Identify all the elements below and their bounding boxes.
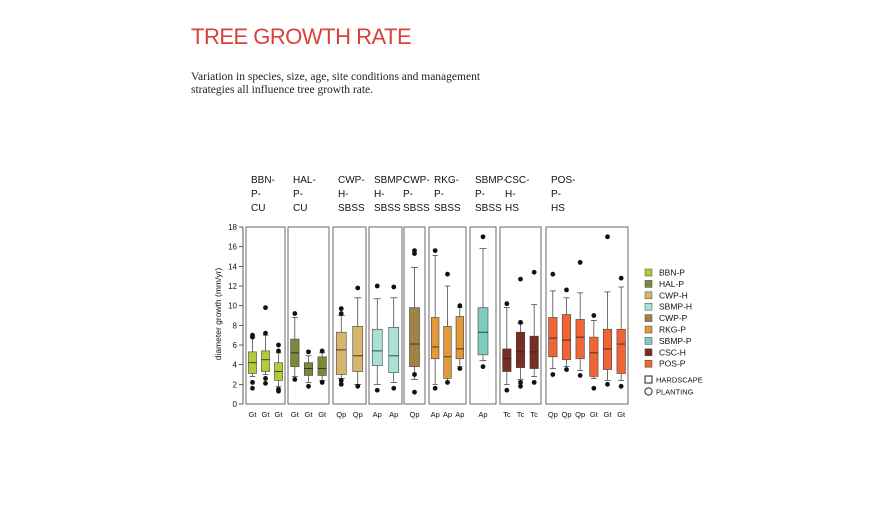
box-Tc	[503, 301, 511, 419]
outlier-point	[263, 376, 268, 381]
panel-label-line: H-	[505, 189, 516, 200]
panel-label-line: SBMP-	[475, 175, 507, 186]
panel	[470, 175, 507, 419]
legend-label: CWP-H	[659, 290, 688, 301]
panel-label-line: RKG-	[434, 175, 459, 186]
outlier-point	[339, 306, 344, 311]
outlier-point	[445, 272, 450, 277]
x-tick-label: Qp	[561, 410, 572, 419]
outlier-point	[263, 331, 268, 336]
box-iqr	[456, 316, 464, 358]
box-iqr	[431, 317, 439, 358]
outlier-point	[457, 366, 462, 371]
legend-swatch	[645, 292, 652, 299]
box-Qp	[575, 260, 585, 419]
outlier-point	[320, 380, 325, 385]
box-iqr	[336, 332, 346, 374]
x-tick-label: Tc	[516, 410, 525, 419]
x-tick-label: Tc	[530, 410, 538, 419]
x-tick-label: Gt	[304, 410, 313, 419]
panel-label-line: HAL-	[293, 175, 316, 186]
outlier-point	[306, 349, 311, 354]
outlier-point	[339, 378, 344, 383]
chart-panels	[246, 175, 628, 419]
outlier-point	[481, 364, 486, 369]
outlier-point	[391, 285, 396, 290]
chart-legend	[645, 268, 703, 397]
panel-label-line: SBSS	[475, 203, 502, 214]
y-tick-label: 12	[228, 282, 237, 291]
outlier-point	[263, 305, 268, 310]
outlier-point	[412, 390, 417, 395]
box-Qp	[409, 248, 419, 419]
outlier-point	[250, 380, 255, 385]
panel-label-line: BBN-	[251, 175, 275, 186]
panel	[333, 175, 366, 419]
box-Ap	[455, 303, 464, 419]
x-tick-label: Qp	[336, 410, 347, 419]
x-tick-label: Gt	[617, 410, 626, 419]
box-Gt	[304, 349, 313, 419]
outlier-point	[578, 260, 583, 265]
box-iqr	[617, 329, 625, 373]
panel	[429, 175, 466, 419]
outlier-point	[412, 372, 417, 377]
legend-label: HAL-P	[659, 278, 685, 289]
box-Gt	[291, 311, 300, 419]
panel	[500, 175, 541, 419]
box-iqr	[530, 336, 538, 368]
legend-swatch	[645, 360, 652, 367]
legend-mark-label: PLANTING	[656, 387, 694, 397]
box-iqr	[261, 351, 269, 372]
box-Ap	[389, 285, 399, 419]
panel	[369, 175, 406, 419]
outlier-point	[355, 286, 360, 291]
panel	[246, 175, 285, 419]
x-tick-label: Gt	[261, 410, 270, 419]
legend-label: SBMP-P	[659, 335, 692, 346]
legend-swatch	[645, 326, 652, 333]
box-Tc	[516, 277, 524, 419]
x-tick-label: Qp	[547, 410, 558, 419]
box-iqr	[549, 317, 557, 356]
box-iqr	[478, 308, 488, 355]
x-tick-label: Gt	[603, 410, 612, 419]
box-iqr	[576, 319, 584, 358]
legend-label: SBMP-H	[659, 301, 693, 312]
panel-label-line: CU	[251, 203, 266, 214]
x-tick-label: Ap	[430, 410, 440, 419]
panel-label-line: P-	[434, 189, 444, 200]
box-iqr	[562, 315, 570, 360]
outlier-point	[355, 384, 360, 389]
box-iqr	[353, 326, 363, 371]
legend-label: POS-P	[659, 358, 686, 369]
y-axis-label: diameter growth (mm/yr)	[213, 267, 223, 361]
x-tick-label: Qp	[409, 410, 420, 419]
outlier-point	[292, 377, 297, 382]
outlier-point	[550, 272, 555, 277]
legend-label: CSC-H	[659, 347, 686, 358]
y-tick-label: 8	[232, 321, 237, 331]
box-Ap	[431, 248, 440, 419]
box-Ap	[372, 284, 382, 419]
box-Gt	[248, 333, 257, 419]
outlier-point	[433, 248, 438, 253]
outlier-point	[263, 381, 268, 386]
box-Tc	[530, 270, 538, 419]
box-Qp	[353, 286, 363, 419]
outlier-point	[564, 367, 569, 372]
panel-label-line: CWP-	[403, 175, 430, 186]
x-tick-label: Gt	[274, 410, 283, 419]
x-tick-label: Ap	[442, 410, 453, 419]
box-iqr	[389, 327, 399, 372]
box-Gt	[603, 234, 612, 419]
outlier-point	[276, 343, 281, 348]
panel-label-line: CSC-	[505, 175, 530, 186]
page-subtitle: Variation in species, size, age, site conditions and management strategies all influence tree growth rate.	[191, 71, 481, 96]
panel	[403, 175, 430, 419]
panel-label-line: SBSS	[434, 203, 461, 214]
outlier-point	[518, 320, 523, 325]
outlier-point	[591, 386, 596, 391]
outlier-point	[605, 234, 610, 239]
panel-label-line: CU	[293, 203, 308, 214]
box-iqr	[304, 363, 312, 376]
outlier-point	[375, 388, 380, 393]
outlier-point	[591, 313, 596, 318]
legend-swatch	[645, 269, 652, 276]
box-Gt	[590, 313, 599, 419]
outlier-point	[250, 335, 255, 340]
panel-label-line: H-	[338, 189, 349, 200]
x-tick-label: Qp	[352, 410, 363, 419]
outlier-point	[339, 311, 344, 316]
panel-frame	[546, 227, 628, 404]
outlier-point	[619, 384, 624, 389]
y-tick-label: 18	[228, 223, 237, 232]
outlier-point	[605, 382, 610, 387]
page-title: TREE GROWTH RATE	[191, 24, 412, 49]
outlier-point	[518, 277, 523, 282]
panel-label-line: P-	[403, 189, 413, 200]
outlier-point	[457, 303, 462, 308]
x-tick-label: Gt	[318, 410, 327, 419]
legend-swatch	[645, 303, 652, 310]
outlier-point	[250, 386, 255, 391]
panel-label-line: HS	[551, 203, 565, 214]
outlier-point	[504, 301, 509, 306]
box-Gt	[274, 343, 283, 419]
panel-label-line: SBSS	[374, 203, 401, 214]
outlier-point	[276, 349, 281, 354]
outlier-point	[412, 248, 417, 253]
legend-swatch	[645, 337, 652, 344]
box-Gt	[318, 349, 327, 420]
y-axis	[228, 223, 243, 409]
y-tick-label: 14	[228, 262, 237, 272]
legend-planting-icon	[645, 388, 652, 395]
x-tick-label: Gt	[290, 410, 299, 419]
x-tick-label: Ap	[455, 410, 465, 419]
x-tick-label: Gt	[589, 410, 598, 419]
outlier-point	[292, 311, 297, 316]
box-iqr	[516, 332, 524, 367]
y-tick-label: 10	[228, 301, 237, 311]
box-Qp	[561, 288, 571, 419]
outlier-point	[306, 384, 311, 389]
x-tick-label: Tc	[503, 410, 511, 419]
panel-label-line: SBSS	[338, 203, 365, 214]
outlier-point	[532, 270, 537, 275]
legend-label: CWP-P	[659, 313, 688, 324]
box-iqr	[603, 329, 611, 369]
box-Ap	[443, 272, 452, 419]
box-iqr	[372, 329, 382, 365]
box-iqr	[503, 349, 511, 372]
box-Gt	[261, 305, 270, 419]
box-Qp	[336, 306, 346, 419]
box-Qp	[548, 272, 558, 419]
y-tick-label: 4	[232, 360, 237, 370]
panel-label-line: CWP-	[338, 175, 365, 186]
outlier-point	[532, 380, 537, 385]
panel-label-line: SBSS	[403, 203, 430, 214]
box-iqr	[410, 308, 420, 367]
outlier-point	[276, 387, 281, 392]
panel	[288, 175, 329, 419]
panel-label-line: P-	[551, 189, 561, 200]
legend-mark-label: HARDSCAPE	[656, 375, 703, 385]
outlier-point	[518, 380, 523, 385]
x-tick-label: Gt	[248, 410, 257, 419]
box-iqr	[318, 357, 326, 376]
x-tick-label: Ap	[389, 410, 399, 419]
outlier-point	[433, 386, 438, 391]
box-Ap	[478, 234, 488, 419]
legend-swatch	[645, 280, 652, 287]
outlier-point	[564, 288, 569, 293]
panel-label-line: SBMP-	[374, 175, 406, 186]
legend-label: BBN-P	[659, 267, 685, 278]
outlier-point	[481, 234, 486, 239]
y-tick-label: 16	[228, 242, 237, 252]
box-iqr	[590, 337, 598, 376]
panel-label-line: POS-	[551, 175, 576, 186]
panel-label-line: P-	[475, 189, 485, 200]
outlier-point	[445, 380, 450, 385]
outlier-point	[375, 284, 380, 289]
outlier-point	[504, 388, 509, 393]
x-tick-label: Ap	[372, 410, 382, 419]
panel	[546, 175, 628, 419]
legend-swatch	[645, 349, 652, 356]
legend-label: RKG-P	[659, 324, 686, 335]
x-tick-label: Ap	[478, 410, 488, 419]
legend-hardscape-icon	[645, 376, 652, 383]
panel-frame	[369, 227, 402, 404]
panel-label-line: H-	[374, 189, 385, 200]
legend-swatch	[645, 315, 652, 322]
box-Gt	[617, 276, 626, 419]
outlier-point	[578, 373, 583, 378]
outlier-point	[550, 372, 555, 377]
y-tick-label: 2	[232, 380, 237, 390]
panel-label-line: P-	[293, 189, 303, 200]
y-tick-label: 6	[232, 341, 237, 350]
outlier-point	[391, 386, 396, 391]
outlier-point	[320, 349, 325, 354]
box-iqr	[444, 326, 452, 378]
panel-label-line: P-	[251, 189, 261, 200]
outlier-point	[619, 276, 624, 281]
panel-label-line: HS	[505, 203, 519, 214]
y-tick-label: 0	[232, 400, 237, 409]
x-tick-label: Qp	[575, 410, 586, 419]
